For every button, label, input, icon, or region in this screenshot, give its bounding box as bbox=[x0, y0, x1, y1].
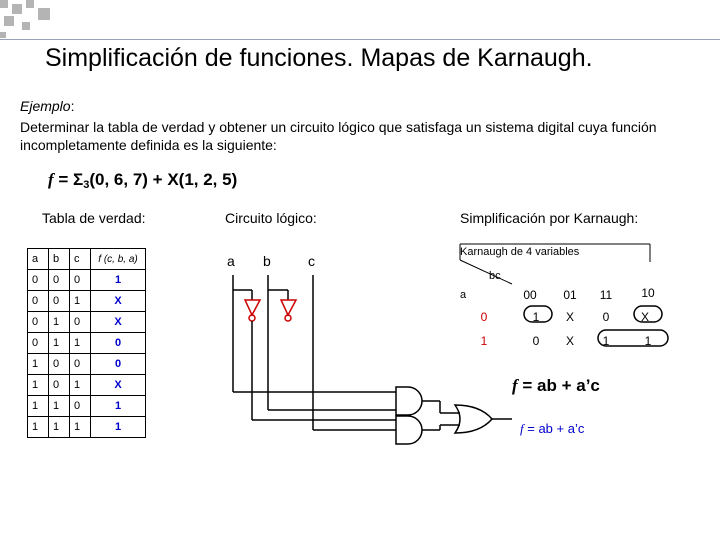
circuit-heading: Circuito lógico: bbox=[225, 210, 317, 226]
not-gate-a-icon bbox=[245, 300, 260, 315]
cell: 1 bbox=[70, 333, 91, 354]
karnaugh-col-header: 01 bbox=[563, 288, 577, 302]
cell: 0 bbox=[49, 375, 70, 396]
formula-f: f bbox=[48, 170, 54, 189]
cell: 0 bbox=[28, 270, 49, 291]
karnaugh-cell: 1 bbox=[644, 334, 652, 348]
page-title: Simplificación de funciones. Mapas de Karnaugh. bbox=[45, 44, 593, 72]
formula-sub: 3 bbox=[83, 179, 90, 191]
karnaugh-col-var: bc bbox=[489, 270, 501, 282]
karnaugh-col-header: 11 bbox=[599, 288, 613, 302]
cell: 1 bbox=[49, 417, 70, 438]
output-expr: = ab + a’c bbox=[523, 421, 585, 436]
example-colon: : bbox=[70, 98, 75, 114]
karnaugh-row-label: 1 bbox=[480, 334, 488, 348]
cell: 1 bbox=[70, 417, 91, 438]
karnaugh-cell: 1 bbox=[532, 310, 540, 324]
example-text: Determinar la tabla de verdad y obtener un circuito lógico que satisfaga un sistema digital cuya función incompletamente definida es la siguiente: bbox=[20, 119, 657, 153]
header-a: a bbox=[28, 249, 49, 270]
karnaugh-cell: 0 bbox=[602, 310, 610, 324]
circuit-output-expression bbox=[520, 421, 584, 437]
cell: 0 bbox=[28, 291, 49, 312]
cell: 1 bbox=[49, 333, 70, 354]
output-cell: 1 bbox=[91, 270, 146, 291]
karnaugh-row-label: 0 bbox=[480, 310, 488, 324]
cell: 1 bbox=[28, 417, 49, 438]
cell: 0 bbox=[70, 270, 91, 291]
header-f: f (c, b, a) bbox=[91, 249, 146, 270]
cell: 0 bbox=[49, 291, 70, 312]
result-expression bbox=[512, 376, 600, 396]
karnaugh-cell: 0 bbox=[532, 334, 540, 348]
result-f: f bbox=[512, 376, 518, 395]
not-gate-b-icon bbox=[281, 300, 296, 315]
output-cell: 1 bbox=[91, 396, 146, 417]
cell: 1 bbox=[28, 354, 49, 375]
cell: 1 bbox=[70, 291, 91, 312]
formula-equals: = Σ bbox=[53, 170, 84, 189]
karnaugh-row-var: a bbox=[460, 289, 467, 301]
input-a-label: a bbox=[227, 253, 235, 269]
input-c-label: c bbox=[308, 253, 315, 269]
cell: 0 bbox=[49, 354, 70, 375]
output-cell: X bbox=[91, 375, 146, 396]
output-cell: X bbox=[91, 291, 146, 312]
header-b: b bbox=[49, 249, 70, 270]
and-gate-1-icon bbox=[396, 387, 422, 415]
karnaugh-cell: X bbox=[565, 310, 574, 324]
karnaugh-cell: X bbox=[565, 334, 574, 348]
cell: 0 bbox=[28, 312, 49, 333]
cell: 0 bbox=[70, 396, 91, 417]
cell: 0 bbox=[70, 312, 91, 333]
cell: 1 bbox=[28, 396, 49, 417]
output-cell: 1 bbox=[91, 417, 146, 438]
karnaugh-cell: X bbox=[640, 310, 649, 324]
and-gate-2-icon bbox=[396, 416, 422, 444]
karnaugh-col-header: 10 bbox=[641, 286, 655, 300]
cell: 1 bbox=[49, 396, 70, 417]
output-f: f bbox=[520, 421, 524, 436]
header-c: c bbox=[70, 249, 91, 270]
output-cell: 0 bbox=[91, 333, 146, 354]
output-cell: X bbox=[91, 312, 146, 333]
cell: 0 bbox=[49, 270, 70, 291]
result-expr: = ab + a’c bbox=[517, 376, 600, 395]
karnaugh-title: Karnaugh de 4 variables bbox=[460, 246, 580, 258]
cell: 1 bbox=[70, 375, 91, 396]
or-gate-icon bbox=[455, 405, 492, 433]
formula-minterms: (0, 6, 7) + X(1, 2, 5) bbox=[89, 170, 238, 189]
karnaugh-cell: 1 bbox=[602, 334, 610, 348]
input-b-label: b bbox=[263, 253, 271, 269]
cell: 1 bbox=[49, 312, 70, 333]
example-label-text: Ejemplo bbox=[20, 98, 71, 114]
cell: 0 bbox=[70, 354, 91, 375]
truth-table-heading: Tabla de verdad: bbox=[42, 210, 146, 226]
karnaugh-heading: Simplificación por Karnaugh: bbox=[460, 210, 639, 226]
cell: 0 bbox=[28, 333, 49, 354]
cell: 1 bbox=[28, 375, 49, 396]
karnaugh-col-header: 00 bbox=[523, 288, 537, 302]
output-cell: 0 bbox=[91, 354, 146, 375]
